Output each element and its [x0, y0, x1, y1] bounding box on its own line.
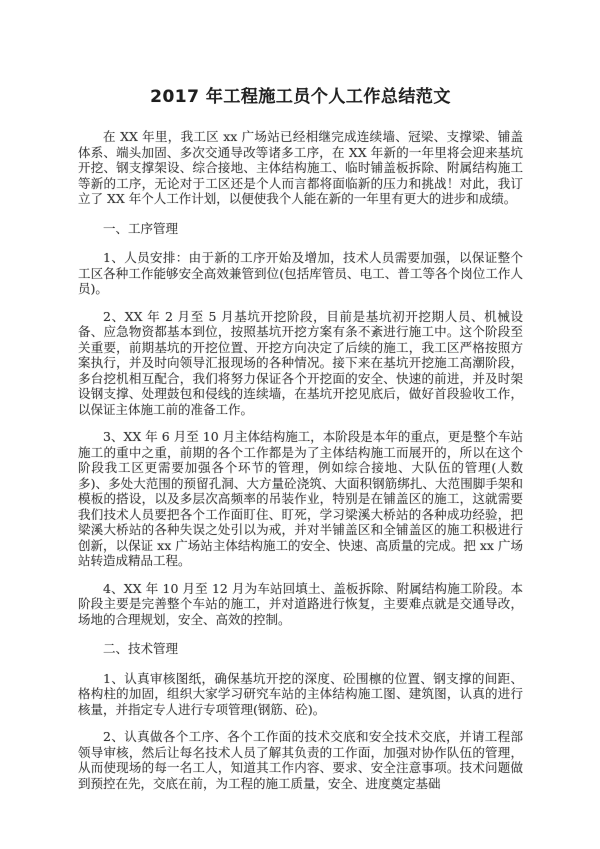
section-1-heading: 一、工序管理	[103, 220, 179, 236]
section-1-paragraph-4: 4、XX 年 10 月至 12 月为车站回填土、盖板拆除、附属结构施工阶段。本阶段主要是完善整个车站的施工，并对道路进行恢复，主要难点就是交通导改，场地的合理规划，安全、高效的控制。	[78, 580, 523, 627]
section-2-paragraph-1: 1、认真审核图纸，确保基坑开挖的深度、砼围檩的位置、钢支撑的间距、格构柱的加固，组织大家学习研究车站的主体结构施工图、建筑图，认真的进行核量，并指定专人进行专项管理(钢筋、砼)。	[78, 670, 523, 717]
intro-paragraph: 在 XX 年里，我工区 xx 广场站已经相继完成连续墙、冠梁、支撑梁、铺盖体系、端头加固、多次交通导改等诸多工序，在 XX 年新的一年里将会迎来基坑开挖、钢支撑架设、综合接地、主体结构施工、临时铺盖板拆除、附属结构施工等新的工序，无论对于工区还是个人而言都将面临新的压力和挑战！对此，我订立了 XX 年个人工作计划，以便使我个人能在新的一年里有更大的进步和成绩。	[78, 129, 523, 206]
document-title: 2017 年工程施工员个人工作总结范文	[150, 87, 451, 107]
section-1-paragraph-1: 1、人员安排：由于新的工序开始及增加，技术人员需要加强，以保证整个工区各种工作能够安全高效兼管到位(包括库管员、电工、普工等各个岗位工作人员)。	[78, 250, 523, 296]
document-body	[78, 129, 523, 791]
section-2-heading: 二、技术管理	[103, 641, 179, 656]
section-2-paragraph-2: 2、认真做各个工序、各个工作面的技术交底和安全技术交底，并请工程部领导审核，然后让每名技术人员了解其负责的工作面，加强对协作队伍的管理，从而使现场的每一名工人，知道其工作内容、要求、安全注意事项。技术问题做到预控在先，交底在前，为工程的施工质量，安全、进度奠定基础	[78, 729, 523, 791]
section-1-paragraph-2: 2、XX 年 2 月至 5 月基坑开挖阶段，目前是基坑初开挖期人员、机械设备、应急物资都基本到位，按照基坑开挖方案有条不紊进行施工中。这个阶段至关重要，前期基坑的开挖位置、开挖方向决定了后续的施工，我工区严格按照方案执行，并及时向领导汇报现场的各种情况。接下来在基坑开挖施工高潮阶段，多台挖机相互配合，我们将努力保证各个开挖面的安全、快速的前进，并及时架设钢支撑、处理鼓包和侵线的连续墙，在基坑开挖见底后，做好首段验收工作，以保证主体施工前的准备工作。	[78, 308, 523, 417]
section-1-paragraph-3: 3、XX 年 6 月至 10 月主体结构施工，本阶段是本年的重点，更是整个车站施工的重中之重，前期的各个工作都是为了主体结构施工而展开的，所以在这个阶段我工区更需要加强各个环节的管理，例如综合接地、大队伍的管理(人数多)、多处大范围的预留孔洞、大方量砼浇筑、大面积钢筋绑扎、大范围脚手架和模板的搭设，以及多层次高频率的吊装作业，特别是在铺盖区的施工，这就需要我们技术人员要把各个工作面盯住、盯死，学习梁溪大桥站的各种成功经验，把梁溪大桥站的各种失误之处引以为戒，并对半铺盖区和全铺盖区的施工积极进行创新，以保证 xx 广场站主体结构施工的安全、快速、高质量的完成。把 xx 广场站转造成精品工程。	[78, 429, 523, 568]
